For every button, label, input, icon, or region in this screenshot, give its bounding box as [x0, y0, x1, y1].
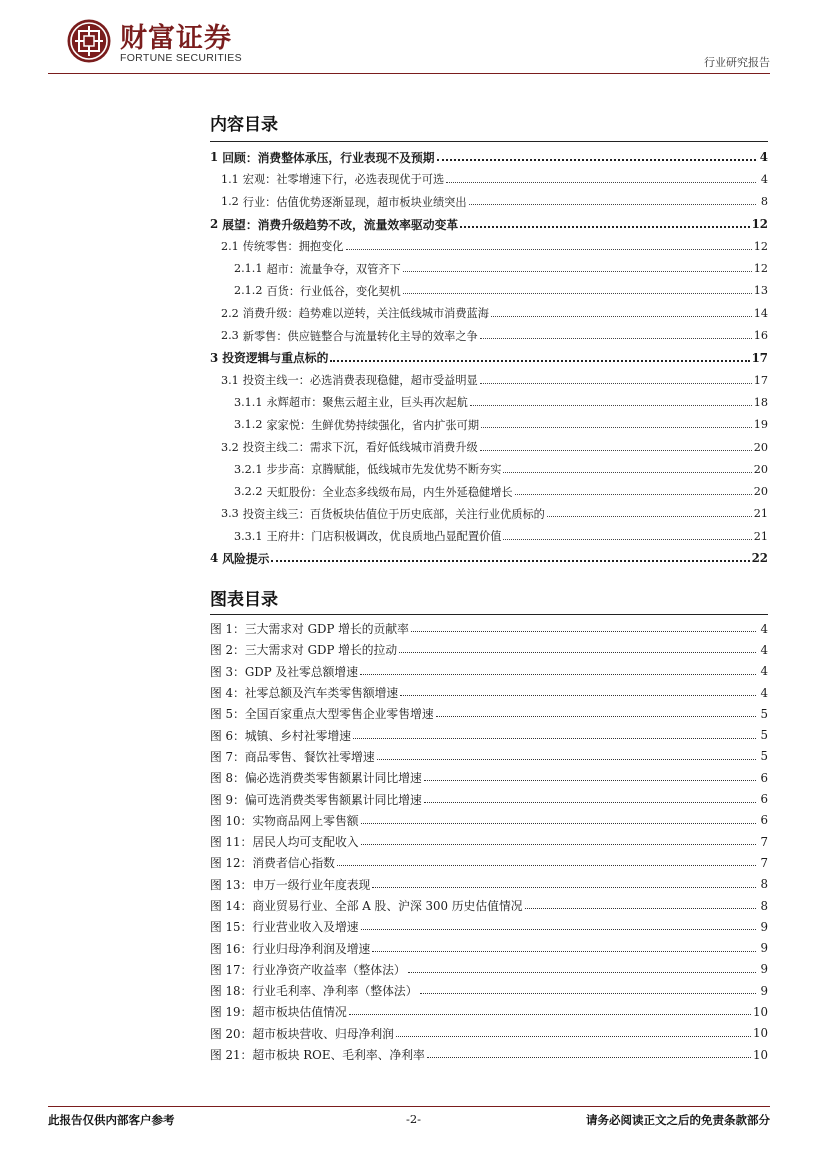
toc-entry-number: 2: [210, 217, 219, 232]
footer-disclaimer-left: 此报告仅供内部客户参考: [48, 1113, 175, 1127]
toc-entry-title: 投资主线一：必选消费表现稳健，超市受益明显: [242, 374, 478, 388]
figure-entry-page: 5: [760, 749, 768, 764]
figure-entry[interactable]: [210, 959, 768, 980]
figure-entry[interactable]: [210, 639, 768, 660]
dot-leader: [424, 770, 756, 781]
toc-entry-number: 3.2.1: [234, 462, 263, 476]
dot-leader: [481, 417, 752, 428]
toc-entry-page: 13: [753, 284, 768, 298]
toc-entry-page: 12: [751, 217, 768, 232]
toc-entry-title: 天虹股份：全业态多线级布局，内生外延稳健增长: [266, 485, 513, 499]
dot-leader: [480, 373, 752, 384]
figure-entry-label: 图 10：: [210, 813, 253, 828]
fortune-securities-logo-icon: [66, 18, 112, 64]
figures-title-rule: [210, 614, 768, 615]
toc-entry-number: 3.1.2: [234, 418, 263, 432]
toc-entry-page: 20: [753, 440, 768, 454]
figure-entry-page: 4: [760, 664, 768, 679]
dot-leader: [361, 834, 756, 845]
figure-entry-title: 超市板块营收、归母净利润: [252, 1026, 394, 1041]
dot-leader: [271, 550, 749, 562]
toc-entry-title: 行业：估值优势逐渐显现，超市板块业绩突出: [242, 195, 467, 209]
toc-entry-number: 3: [210, 350, 219, 365]
page-number: -2-: [405, 1112, 422, 1126]
brand-name-en: FORTUNE SECURITIES: [120, 52, 242, 64]
toc-entry[interactable]: [210, 191, 768, 213]
figure-entry-title: GDP 及社零总额增速: [244, 664, 359, 679]
figure-entry-title: 行业毛利率、净利率（整体法）: [252, 984, 418, 999]
dot-leader: [525, 898, 756, 909]
footer-disclaimer-right: 请务必阅读正文之后的免责条款部分: [586, 1113, 770, 1127]
dot-leader: [427, 1047, 751, 1058]
figure-entry-title: 商业贸易行业、全部 A 股、沪深 300 历史估值情况: [252, 899, 523, 913]
figure-entry-title: 城镇、乡村社零增速: [244, 728, 352, 743]
figure-entry[interactable]: [210, 724, 768, 745]
toc-entry-number: 2.1: [221, 239, 239, 253]
toc-entry[interactable]: [210, 213, 768, 235]
toc-entry-title: 投资主线三：百货板块估值位于历史底部，关注行业优质标的: [242, 507, 545, 521]
figure-entry-label: 图 8：: [210, 771, 245, 786]
figure-entry[interactable]: [210, 831, 768, 852]
dot-leader: [349, 1004, 751, 1015]
toc-entry[interactable]: [210, 324, 768, 346]
figure-entry-label: 图 17：: [210, 962, 253, 977]
toc-entry[interactable]: [210, 235, 768, 257]
figure-entry-page: 4: [760, 621, 768, 636]
figure-entry[interactable]: [210, 1001, 768, 1022]
dot-leader: [480, 440, 752, 451]
toc-entry-number: 1.2: [221, 195, 239, 209]
figure-entry[interactable]: [210, 874, 768, 895]
toc-entry-number: 2.1.2: [234, 284, 263, 298]
dot-leader: [503, 462, 751, 473]
dot-leader: [408, 962, 756, 973]
figure-entry-label: 图 7：: [210, 749, 245, 764]
figure-entry-label: 图 15：: [210, 920, 253, 935]
toc-entry-title: 消费升级：趋势难以逆转，关注低线城市消费蓝海: [242, 307, 489, 321]
figure-entry-page: 8: [760, 898, 768, 913]
toc-entry-title: 宏观：社零增速下行，必选表现优于可选: [242, 173, 445, 187]
figure-entry-label: 图 20：: [210, 1026, 253, 1041]
dot-leader: [470, 395, 752, 406]
toc-entry-title: 永辉超市：聚焦云超主业，巨头再次起航: [266, 396, 468, 410]
toc-entry-page: 22: [751, 551, 768, 566]
toc-entry-title: 风险提示: [222, 551, 270, 566]
dot-leader: [330, 350, 749, 362]
dot-leader: [403, 261, 752, 272]
figure-entry[interactable]: [210, 661, 768, 682]
figure-entry-page: 6: [760, 813, 768, 828]
figure-entry-title: 偏可选消费类零售额累计同比增速: [244, 792, 422, 807]
dot-leader: [346, 239, 752, 250]
figure-entry[interactable]: [210, 937, 768, 958]
dot-leader: [411, 621, 756, 632]
figure-entry-label: 图 12：: [210, 856, 253, 871]
toc-entry[interactable]: [210, 436, 768, 458]
toc-entry[interactable]: [210, 302, 768, 324]
report-type-label: 行业研究报告: [704, 56, 770, 69]
figure-entry-page: 7: [760, 834, 768, 849]
toc-entry-title: 新零售：供应链整合与流量转化主导的效率之争: [242, 329, 478, 343]
figure-entry-title: 超市板块估值情况: [252, 1005, 347, 1020]
toc-entry-title: 投资主线二：需求下沉，看好低线城市消费升级: [242, 441, 478, 454]
toc-entry-number: 2.2: [221, 306, 239, 320]
figure-entry-label: 图 16：: [210, 941, 253, 956]
dot-leader: [337, 855, 756, 866]
dot-leader: [491, 306, 752, 317]
toc-entry[interactable]: [210, 480, 768, 502]
figure-entry-page: 5: [760, 728, 768, 743]
figure-entry-title: 消费者信心指数: [252, 856, 335, 871]
toc-entry-number: 1: [210, 150, 219, 165]
figure-entry[interactable]: [210, 1044, 768, 1065]
toc-entry-page: 4: [759, 150, 768, 165]
figure-entry-title: 商品零售、餐饮社零增速: [244, 749, 375, 764]
toc-entry-number: 1.1: [221, 172, 239, 186]
dot-leader: [396, 1026, 751, 1037]
dot-leader: [547, 506, 752, 517]
dot-leader: [480, 328, 752, 339]
figure-entry-title: 行业营业收入及增速: [252, 920, 359, 935]
toc-entry[interactable]: [210, 503, 768, 525]
figure-entry[interactable]: [210, 916, 768, 937]
figure-entry-label: 图 3：: [210, 664, 245, 679]
toc-entry-number: 2.3: [221, 329, 239, 343]
toc-entry-page: 12: [753, 262, 768, 276]
toc-entry-title: 王府井：门店积极调改，优良质地凸显配置价值: [266, 530, 502, 544]
dot-leader: [372, 877, 756, 888]
figure-entry[interactable]: [210, 980, 768, 1001]
toc-entry-number: 4: [210, 551, 219, 566]
toc-entry-number: 3.2.2: [234, 485, 263, 499]
figures-title: 图表目录: [210, 590, 278, 610]
figure-entry-title: 全国百家重点大型零售企业零售增速: [244, 707, 434, 722]
figure-entry[interactable]: [210, 746, 768, 767]
figure-entry-page: 4: [760, 642, 768, 657]
figure-entry-page: 10: [752, 1047, 768, 1062]
toc-entry[interactable]: [210, 547, 768, 569]
figure-entry-label: 图 18：: [210, 984, 253, 999]
figure-entry-page: 10: [752, 1004, 768, 1019]
toc-entry[interactable]: [210, 280, 768, 302]
figure-entry[interactable]: [210, 682, 768, 703]
toc-entry-number: 3.1: [221, 373, 239, 387]
figure-entry-label: 图 5：: [210, 707, 245, 722]
figure-entry-label: 图 1：: [210, 622, 245, 637]
figure-entry-label: 图 4：: [210, 686, 245, 701]
toc-entry-page: 8: [760, 195, 768, 209]
figure-entry-title: 社零总额及汽车类零售额增速: [244, 686, 399, 701]
toc-entry[interactable]: [210, 458, 768, 480]
dot-leader: [377, 749, 756, 760]
footer-divider: [48, 1106, 770, 1107]
toc-entry-title: 超市：流量争夺，双管齐下: [266, 262, 401, 276]
toc-entry-page: 14: [753, 306, 768, 320]
toc-entry-title: 传统零售：拥抱变化: [242, 240, 344, 254]
dot-leader: [361, 919, 756, 930]
toc-entry[interactable]: [210, 369, 768, 391]
toc-entry-page: 16: [753, 329, 768, 343]
toc-entry-number: 3.3: [221, 507, 239, 521]
dot-leader: [399, 642, 756, 653]
toc-entry[interactable]: [210, 347, 768, 369]
figure-entry[interactable]: [210, 1023, 768, 1044]
figure-entry-title: 居民人均可支配收入: [252, 835, 359, 850]
brand-name-cn: 财富证券: [120, 23, 232, 54]
figure-entry-page: 9: [760, 962, 768, 977]
figure-entry-label: 图 19：: [210, 1005, 253, 1020]
dot-leader: [436, 706, 756, 717]
figure-entry-page: 6: [760, 770, 768, 785]
figure-entry-page: 7: [760, 855, 768, 870]
toc-entry-page: 20: [753, 462, 768, 476]
dot-leader: [403, 283, 752, 294]
figure-entry[interactable]: [210, 618, 768, 639]
toc-entry[interactable]: [210, 257, 768, 279]
figure-entry-page: 10: [752, 1026, 768, 1041]
dot-leader: [372, 941, 756, 952]
dot-leader: [437, 149, 756, 161]
figure-entry-label: 图 9：: [210, 792, 245, 807]
toc-entry-page: 18: [753, 395, 768, 409]
toc-entry-title: 回顾：消费整体承压，行业表现不及预期: [222, 150, 435, 165]
toc-entry[interactable]: [210, 525, 768, 547]
toc-entry-title: 百货：行业低谷，变化契机: [266, 284, 401, 298]
figure-entry-title: 行业净资产收益率（整体法）: [252, 962, 406, 977]
figure-entry-label: 图 2：: [210, 643, 245, 658]
figure-entry-label: 图 14：: [210, 899, 253, 913]
toc-entry-title: 步步高：京腾赋能，低线城市先发优势不断夯实: [266, 463, 502, 477]
figure-list: [210, 618, 768, 1065]
toc-entry[interactable]: [210, 168, 768, 190]
dot-leader: [400, 685, 756, 696]
dot-leader: [446, 172, 756, 183]
toc-entry-page: 20: [753, 485, 768, 499]
figure-entry-label: 图 6：: [210, 728, 245, 743]
toc-entry-number: 3.2: [221, 440, 239, 454]
figure-entry[interactable]: [210, 895, 768, 916]
dot-leader: [360, 664, 756, 675]
figure-entry[interactable]: [210, 810, 768, 831]
figure-entry[interactable]: [210, 767, 768, 788]
table-of-contents: [210, 146, 768, 570]
toc-entry-page: 21: [753, 507, 768, 521]
toc-entry-page: 17: [751, 350, 768, 365]
figure-entry-title: 实物商品网上零售额: [252, 813, 359, 828]
figure-entry-title: 三大需求对 GDP 增长的贡献率: [244, 622, 409, 637]
figure-entry-page: 6: [760, 792, 768, 807]
dot-leader: [353, 728, 756, 739]
figure-entry-label: 图 21：: [210, 1048, 253, 1063]
toc-entry[interactable]: [210, 391, 768, 413]
toc-title: 内容目录: [210, 115, 278, 135]
figure-entry-page: 9: [760, 983, 768, 998]
toc-entry-title: 展望：消费升级趋势不改，流量效率驱动变革: [222, 217, 459, 232]
toc-entry-page: 17: [753, 373, 768, 387]
toc-entry-page: 4: [760, 172, 768, 186]
toc-entry[interactable]: [210, 414, 768, 436]
toc-entry-number: 3.3.1: [234, 529, 263, 543]
figure-entry-page: 8: [760, 877, 768, 892]
figure-entry-title: 三大需求对 GDP 增长的拉动: [244, 643, 398, 658]
figure-entry[interactable]: [210, 703, 768, 724]
figure-entry-title: 申万一级行业年度表现: [252, 877, 371, 892]
figure-entry-title: 偏必选消费类零售额累计同比增速: [244, 771, 422, 786]
figure-entry[interactable]: [210, 852, 768, 873]
figure-entry-page: 9: [760, 919, 768, 934]
figure-entry-label: 图 13：: [210, 877, 253, 892]
dot-leader: [515, 484, 752, 495]
dot-leader: [469, 194, 756, 205]
toc-entry-number: 3.1.1: [234, 395, 263, 409]
figure-entry[interactable]: [210, 788, 768, 809]
dot-leader: [424, 792, 756, 803]
dot-leader: [361, 813, 756, 824]
toc-entry-title: 投资逻辑与重点标的: [222, 351, 329, 366]
figure-entry-label: 图 11：: [210, 835, 253, 850]
figure-entry-title: 行业归母净利润及增速: [252, 941, 371, 956]
figure-entry-title: 超市板块 ROE、毛利率、净利率: [252, 1048, 425, 1063]
dot-leader: [460, 216, 749, 228]
toc-entry[interactable]: [210, 146, 768, 168]
toc-entry-page: 19: [753, 418, 768, 432]
header-divider: [48, 73, 770, 74]
toc-entry-page: 12: [753, 239, 768, 253]
figure-entry-page: 9: [760, 941, 768, 956]
page-header: [66, 18, 770, 70]
dot-leader: [503, 529, 751, 540]
toc-title-rule: [210, 141, 768, 142]
figure-entry-page: 5: [760, 706, 768, 721]
toc-entry-number: 2.1.1: [234, 262, 263, 276]
toc-entry-title: 家家悦：生鲜优势持续强化，省内扩张可期: [266, 418, 480, 432]
figure-entry-page: 4: [760, 685, 768, 700]
toc-entry-page: 21: [753, 529, 768, 543]
dot-leader: [420, 983, 756, 994]
